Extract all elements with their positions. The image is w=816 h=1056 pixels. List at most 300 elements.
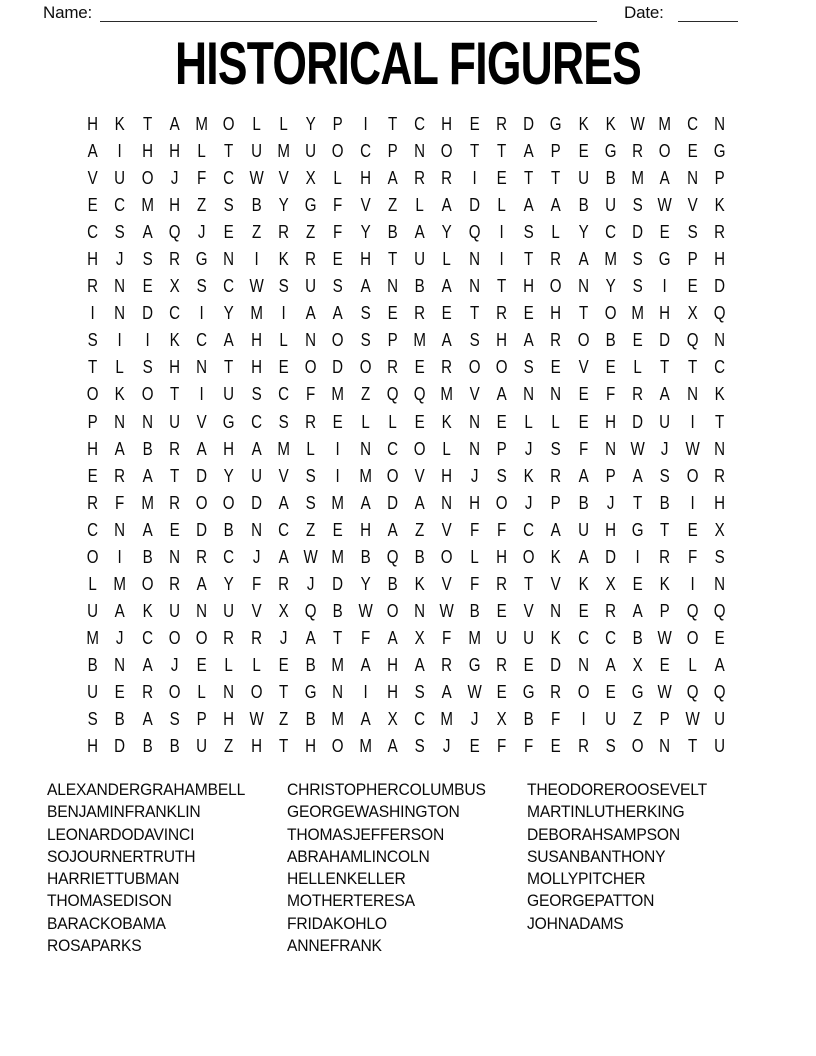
grid-cell-r24c16: F (496, 736, 506, 757)
grid-cell-r21c16: R (495, 654, 507, 675)
grid-cell-r4c13: L (415, 195, 424, 216)
word-list-item: MOTHERTERESA (287, 891, 415, 911)
grid-cell-r4c2: C (114, 195, 126, 216)
grid-cell-r17c11: B (360, 546, 371, 567)
grid-cell-r4c19: B (578, 195, 589, 216)
grid-cell-r11c14: M (440, 384, 454, 405)
grid-cell-r15c24: H (713, 492, 725, 513)
word-list-column-1 (47, 779, 287, 957)
grid-cell-r8c15: T (469, 303, 479, 324)
grid-cell-r5c22: E (659, 222, 670, 243)
grid-cell-r8c14: E (441, 303, 452, 324)
grid-cell-r10c17: S (523, 357, 534, 378)
grid-cell-r7c3: E (142, 276, 153, 297)
grid-cell-r4c11: V (360, 195, 371, 216)
word-list-item: BENJAMINFRANKLIN (47, 802, 201, 822)
grid-cell-r9c19: O (577, 330, 590, 351)
date-label: Date: (624, 3, 664, 22)
grid-cell-r24c15: E (469, 736, 480, 757)
grid-cell-r23c22: P (659, 709, 670, 730)
grid-cell-r3c13: R (414, 168, 426, 189)
grid-cell-r17c18: K (550, 546, 561, 567)
grid-cell-r22c4: O (168, 682, 181, 702)
grid-cell-r16c13: Z (415, 519, 425, 540)
name-label: Name: (43, 3, 93, 22)
grid-cell-r15c6: O (222, 492, 235, 513)
grid-cell-r24c6: Z (224, 736, 234, 757)
grid-cell-r8c21: M (631, 303, 644, 324)
grid-cell-r2c9: U (305, 141, 317, 162)
word-list-item: THOMASJEFFERSON (287, 824, 445, 844)
grid-cell-r5c11: Y (360, 222, 371, 243)
grid-cell-r16c3: A (142, 519, 153, 540)
grid-cell-r6c5: G (195, 249, 208, 270)
grid-cell-r17c12: Q (386, 546, 399, 567)
grid-cell-r9c14: A (441, 330, 452, 351)
grid-cell-r19c13: N (414, 600, 426, 621)
grid-cell-r2c4: H (168, 141, 180, 162)
grid-cell-r24c2: D (114, 736, 126, 757)
grid-cell-r10c18: E (550, 357, 561, 378)
grid-cell-r9c23: Q (686, 330, 699, 351)
grid-cell-r2c2: I (117, 141, 122, 162)
grid-cell-r10c22: T (660, 357, 670, 378)
grid-cell-r18c10: D (332, 573, 344, 594)
grid-cell-r4c20: U (604, 195, 616, 216)
grid-cell-r4c5: Z (197, 195, 207, 216)
grid-cell-r19c19: E (578, 600, 589, 621)
grid-cell-r2c1: A (87, 141, 98, 162)
grid-cell-r7c15: N (468, 276, 480, 297)
grid-cell-r17c1: O (86, 546, 99, 567)
grid-cell-r9c11: S (360, 330, 371, 351)
grid-cell-r4c16: L (497, 195, 506, 216)
grid-cell-r17c3: B (142, 546, 153, 567)
grid-cell-r2c3: H (141, 141, 153, 162)
grid-cell-r1c12: T (387, 114, 397, 135)
grid-cell-r13c3: B (142, 438, 153, 459)
grid-cell-r19c5: N (196, 600, 208, 621)
grid-cell-r18c4: R (168, 573, 180, 594)
grid-cell-r4c22: W (657, 195, 673, 216)
grid-cell-r5c21: D (632, 222, 644, 243)
grid-cell-r7c2: N (114, 276, 126, 297)
grid-cell-r11c6: U (223, 384, 235, 405)
grid-cell-r21c19: N (577, 654, 589, 675)
grid-cell-r8c16: R (495, 303, 507, 324)
grid-cell-r23c10: M (331, 709, 345, 730)
grid-cell-r18c6: Y (223, 573, 234, 594)
grid-cell-r8c5: I (199, 303, 204, 324)
grid-cell-r23c17: B (523, 709, 534, 730)
grid-cell-r8c19: T (578, 303, 588, 324)
grid-cell-r23c13: C (414, 709, 426, 730)
grid-cell-r15c8: A (278, 492, 289, 513)
grid-cell-r14c20: P (605, 465, 616, 486)
grid-cell-r6c12: T (387, 249, 397, 270)
grid-cell-r12c16: E (496, 411, 507, 432)
grid-cell-r3c22: A (659, 168, 670, 189)
grid-cell-r22c15: W (466, 682, 482, 702)
grid-cell-r24c11: M (358, 736, 372, 757)
word-list-item: SOJOURNERTRUTH (47, 846, 196, 866)
grid-cell-r22c6: N (223, 682, 235, 702)
grid-cell-r22c10: N (332, 682, 344, 702)
grid-cell-r18c13: K (414, 573, 425, 594)
grid-cell-r11c18: N (550, 384, 562, 405)
grid-cell-r21c7: L (251, 654, 261, 675)
grid-cell-r18c16: R (495, 573, 507, 594)
grid-cell-r15c7: D (250, 492, 262, 513)
grid-cell-r7c22: I (662, 276, 667, 297)
grid-cell-r18c17: T (524, 573, 534, 594)
grid-cell-r21c10: M (331, 654, 345, 675)
grid-cell-r20c20: C (604, 627, 616, 648)
grid-cell-r14c3: A (142, 465, 153, 486)
grid-cell-r23c20: U (604, 709, 616, 730)
grid-cell-r10c12: R (386, 357, 398, 378)
grid-cell-r21c13: A (414, 654, 425, 675)
grid-cell-r5c6: E (223, 222, 234, 243)
word-list-item: DEBORAHSAMPSON (527, 824, 680, 844)
grid-cell-r20c19: C (577, 627, 589, 648)
grid-cell-r13c10: I (335, 438, 340, 459)
grid-cell-r14c23: O (686, 465, 699, 486)
grid-cell-r18c23: I (690, 573, 695, 594)
grid-cell-r1c16: R (495, 114, 507, 135)
grid-cell-r15c2: F (115, 492, 125, 513)
grid-cell-r2c6: T (224, 141, 234, 162)
grid-cell-r22c22: W (657, 682, 673, 702)
grid-cell-r12c6: G (222, 411, 235, 432)
grid-cell-r4c21: S (632, 195, 643, 216)
grid-cell-r23c16: X (496, 709, 507, 730)
grid-cell-r24c17: F (524, 736, 534, 757)
grid-cell-r23c12: X (387, 709, 398, 730)
grid-cell-r9c7: H (250, 330, 262, 351)
grid-cell-r10c14: R (441, 357, 453, 378)
grid-cell-r5c13: A (414, 222, 425, 243)
grid-cell-r8c9: A (305, 303, 316, 324)
grid-cell-r17c10: M (331, 546, 345, 567)
grid-cell-r14c13: V (414, 465, 425, 486)
grid-cell-r12c13: E (414, 411, 425, 432)
grid-cell-r3c20: B (605, 168, 616, 189)
grid-cell-r1c5: M (195, 114, 208, 135)
grid-cell-r23c4: S (169, 709, 180, 730)
grid-cell-r2c14: O (440, 141, 453, 162)
grid-cell-r13c18: S (550, 438, 561, 459)
grid-cell-r18c21: E (632, 573, 643, 594)
grid-cell-r20c23: O (686, 627, 699, 648)
grid-cell-r19c6: U (223, 600, 235, 621)
grid-cell-r4c4: H (168, 195, 180, 216)
grid-cell-r24c23: T (687, 736, 697, 757)
grid-cell-r9c4: K (169, 330, 180, 351)
grid-cell-r7c14: A (441, 276, 452, 297)
grid-cell-r19c15: B (469, 600, 480, 621)
grid-cell-r21c17: E (523, 654, 534, 675)
grid-cell-r21c18: D (550, 654, 562, 675)
grid-cell-r14c14: H (441, 465, 453, 486)
grid-cell-r24c24: U (713, 736, 725, 757)
grid-cell-r16c1: C (87, 519, 99, 540)
grid-cell-r2c20: G (604, 141, 617, 162)
grid-cell-r5c9: Z (306, 222, 316, 243)
grid-cell-r5c10: F (333, 222, 343, 243)
grid-cell-r8c6: Y (223, 303, 234, 324)
grid-cell-r23c7: W (248, 709, 264, 730)
grid-cell-r19c17: V (523, 600, 534, 621)
grid-cell-r13c5: A (196, 438, 207, 459)
grid-cell-r19c7: V (251, 600, 262, 621)
word-list-item: JOHNADAMS (527, 913, 624, 933)
grid-cell-r6c19: A (578, 249, 589, 270)
grid-cell-r21c15: G (468, 654, 481, 675)
grid-cell-r7c16: T (496, 276, 506, 297)
grid-cell-r11c12: Q (386, 384, 399, 405)
grid-cell-r4c10: F (333, 195, 343, 216)
word-list-item: ABRAHAMLINCOLN (287, 846, 430, 866)
word-list-item: ALEXANDERGRAHAMBELL (47, 780, 246, 799)
grid-cell-r12c15: N (468, 411, 480, 432)
grid-cell-r16c5: D (196, 519, 208, 540)
grid-cell-r22c21: G (631, 682, 644, 702)
grid-cell-r9c10: O (331, 330, 344, 351)
date-blank-line (678, 3, 738, 22)
grid-cell-r11c3: O (141, 384, 154, 405)
word-list-item: THEODOREROOSEVELT (527, 780, 707, 799)
grid-cell-r11c2: K (114, 384, 125, 405)
grid-cell-r11c1: O (86, 384, 99, 405)
grid-cell-r22c8: T (278, 682, 288, 702)
grid-cell-r19c9: Q (304, 600, 317, 621)
word-list-column-3 (527, 779, 767, 957)
grid-cell-r14c7: U (250, 465, 262, 486)
grid-cell-r1c14: H (441, 114, 453, 135)
grid-cell-r6c4: R (168, 249, 180, 270)
grid-cell-r1c22: M (658, 114, 672, 135)
grid-cell-r6c22: G (658, 249, 671, 270)
grid-cell-r13c22: J (661, 438, 669, 459)
word-list-column-2 (287, 779, 527, 957)
grid-cell-r9c13: M (413, 330, 426, 351)
word-list-item: HELLENKELLER (287, 869, 406, 889)
grid-cell-r1c7: L (251, 114, 261, 135)
grid-cell-r21c22: E (659, 654, 670, 675)
grid-cell-r10c24: C (713, 357, 725, 378)
grid-cell-r7c20: Y (605, 276, 616, 297)
grid-cell-r23c19: I (581, 709, 586, 730)
grid-cell-r24c12: A (387, 736, 398, 757)
grid-cell-r1c24: N (713, 114, 725, 135)
grid-cell-r20c18: K (550, 627, 561, 648)
grid-cell-r15c23: I (690, 492, 695, 513)
grid-cell-r5c14: Y (441, 222, 452, 243)
grid-cell-r4c12: Z (387, 195, 397, 216)
grid-cell-r12c1: P (87, 411, 98, 432)
grid-cell-r8c23: X (687, 303, 698, 324)
grid-cell-r20c3: C (141, 627, 153, 648)
grid-cell-r6c15: N (468, 249, 480, 270)
grid-cell-r13c9: L (306, 438, 315, 459)
grid-cell-r7c13: B (414, 276, 425, 297)
grid-cell-r6c6: N (223, 249, 235, 270)
grid-cell-r13c4: R (168, 438, 180, 459)
grid-cell-r24c4: B (169, 736, 180, 757)
grid-cell-r2c18: P (550, 141, 561, 162)
grid-cell-r11c11: Z (360, 384, 370, 405)
grid-cell-r14c9: S (305, 465, 316, 486)
grid-cell-r6c13: U (414, 249, 426, 270)
grid-cell-r17c24: S (714, 546, 725, 567)
grid-cell-r15c10: M (331, 492, 345, 513)
grid-cell-r4c24: K (714, 195, 725, 216)
grid-cell-r2c15: T (469, 141, 479, 162)
grid-cell-r22c13: S (414, 682, 425, 702)
grid-cell-r7c4: X (169, 276, 180, 297)
grid-cell-r15c1: R (87, 492, 99, 513)
grid-cell-r11c5: I (199, 384, 204, 405)
grid-cell-r1c20: K (605, 114, 616, 135)
grid-cell-r5c19: Y (578, 222, 589, 243)
grid-cell-r2c19: E (578, 141, 589, 162)
grid-cell-r8c22: H (659, 303, 671, 324)
grid-cell-r3c21: M (631, 168, 644, 189)
grid-cell-r18c20: X (605, 573, 616, 594)
grid-cell-r13c6: H (223, 438, 235, 459)
grid-cell-r15c20: J (606, 492, 615, 513)
grid-cell-r3c10: L (333, 168, 343, 189)
grid-cell-r3c5: F (197, 168, 207, 189)
grid-cell-r21c11: A (360, 654, 371, 675)
grid-cell-r6c18: R (550, 249, 562, 270)
grid-cell-r16c4: E (169, 519, 180, 540)
grid-cell-r21c9: B (305, 654, 316, 675)
grid-cell-r22c9: G (304, 682, 317, 702)
grid-cell-r9c2: I (117, 330, 122, 351)
grid-cell-r3c9: X (305, 168, 316, 189)
grid-cell-r8c24: Q (713, 303, 726, 324)
grid-cell-r10c6: T (224, 357, 234, 378)
grid-cell-r9c5: C (196, 330, 208, 351)
grid-cell-r11c8: C (277, 384, 289, 405)
grid-cell-r12c2: N (114, 411, 126, 432)
grid-cell-r11c20: F (605, 384, 615, 405)
grid-cell-r1c1: H (87, 114, 99, 135)
grid-cell-r15c12: D (386, 492, 398, 513)
grid-cell-r7c12: N (386, 276, 398, 297)
grid-cell-r8c10: A (332, 303, 343, 324)
grid-cell-r10c5: N (196, 357, 208, 378)
grid-cell-r19c24: Q (713, 600, 726, 621)
grid-cell-r4c9: G (304, 195, 317, 216)
grid-cell-r15c11: A (360, 492, 371, 513)
grid-cell-r21c2: N (114, 654, 126, 675)
grid-cell-r22c16: E (496, 682, 507, 702)
grid-cell-r12c19: E (578, 411, 589, 432)
grid-cell-r21c24: A (714, 654, 725, 675)
grid-cell-r10c11: O (359, 357, 372, 378)
grid-cell-r9c3: I (145, 330, 150, 351)
grid-cell-r6c23: P (687, 249, 698, 270)
grid-cell-r3c19: U (577, 168, 589, 189)
grid-cell-r1c15: E (469, 114, 480, 135)
grid-cell-r15c4: R (168, 492, 180, 513)
grid-cell-r5c18: L (551, 222, 561, 243)
grid-cell-r4c15: D (468, 195, 480, 216)
grid-cell-r14c22: S (659, 465, 670, 486)
grid-cell-r5c16: I (499, 222, 504, 243)
grid-cell-r19c18: N (550, 600, 562, 621)
grid-cell-r7c23: E (687, 276, 698, 297)
grid-cell-r5c1: C (87, 222, 99, 243)
grid-cell-r13c19: F (578, 438, 588, 459)
grid-cell-r20c9: A (305, 627, 316, 648)
grid-cell-r10c8: E (278, 357, 289, 378)
grid-cell-r13c13: O (413, 438, 426, 459)
grid-cell-r23c21: Z (633, 709, 643, 730)
grid-cell-r15c14: N (441, 492, 453, 513)
grid-cell-r8c13: R (414, 303, 426, 324)
grid-cell-r1c9: Y (305, 114, 316, 135)
grid-cell-r16c16: F (496, 519, 506, 540)
grid-cell-r11c4: T (169, 384, 179, 405)
grid-cell-r4c3: M (140, 195, 154, 216)
grid-cell-r20c13: X (414, 627, 425, 648)
grid-cell-r6c14: L (442, 249, 452, 270)
grid-cell-r21c1: B (87, 654, 98, 675)
grid-cell-r4c8: Y (278, 195, 289, 216)
grid-cell-r1c23: C (686, 114, 698, 135)
grid-cell-r8c3: D (141, 303, 153, 324)
word-list (47, 779, 767, 957)
grid-cell-r20c14: F (442, 627, 452, 648)
grid-cell-r3c16: E (496, 168, 507, 189)
grid-cell-r20c5: O (195, 627, 208, 648)
grid-cell-r16c18: A (550, 519, 561, 540)
grid-cell-r17c2: I (117, 546, 122, 567)
grid-cell-r10c1: T (88, 357, 98, 378)
grid-cell-r19c4: U (168, 600, 180, 621)
grid-cell-r19c23: Q (686, 600, 699, 621)
grid-cell-r13c15: N (468, 438, 480, 459)
grid-cell-r11c19: E (578, 384, 589, 405)
grid-cell-r24c19: R (577, 736, 589, 757)
grid-cell-r20c16: U (495, 627, 507, 648)
word-list-item: GEORGEPATTON (527, 891, 655, 911)
grid-cell-r7c21: S (632, 276, 643, 297)
grid-cell-r22c17: G (522, 682, 535, 702)
grid-cell-r17c4: N (168, 546, 180, 567)
grid-cell-r11c9: F (306, 384, 316, 405)
grid-cell-r4c14: A (441, 195, 452, 216)
grid-cell-r8c11: S (360, 303, 371, 324)
grid-cell-r19c1: U (87, 600, 99, 621)
grid-cell-r21c14: R (441, 654, 453, 675)
grid-cell-r18c1: L (88, 573, 97, 594)
grid-cell-r6c1: H (87, 249, 99, 270)
grid-cell-r24c21: O (631, 736, 644, 757)
grid-cell-r16c14: V (441, 519, 452, 540)
grid-cell-r11c17: N (523, 384, 535, 405)
grid-cell-r17c16: H (495, 546, 507, 567)
grid-cell-r23c15: J (470, 709, 478, 730)
grid-cell-r6c9: R (305, 249, 317, 270)
grid-cell-r11c23: N (686, 384, 698, 405)
grid-cell-r18c12: B (387, 573, 398, 594)
grid-cell-r8c4: C (168, 303, 180, 324)
